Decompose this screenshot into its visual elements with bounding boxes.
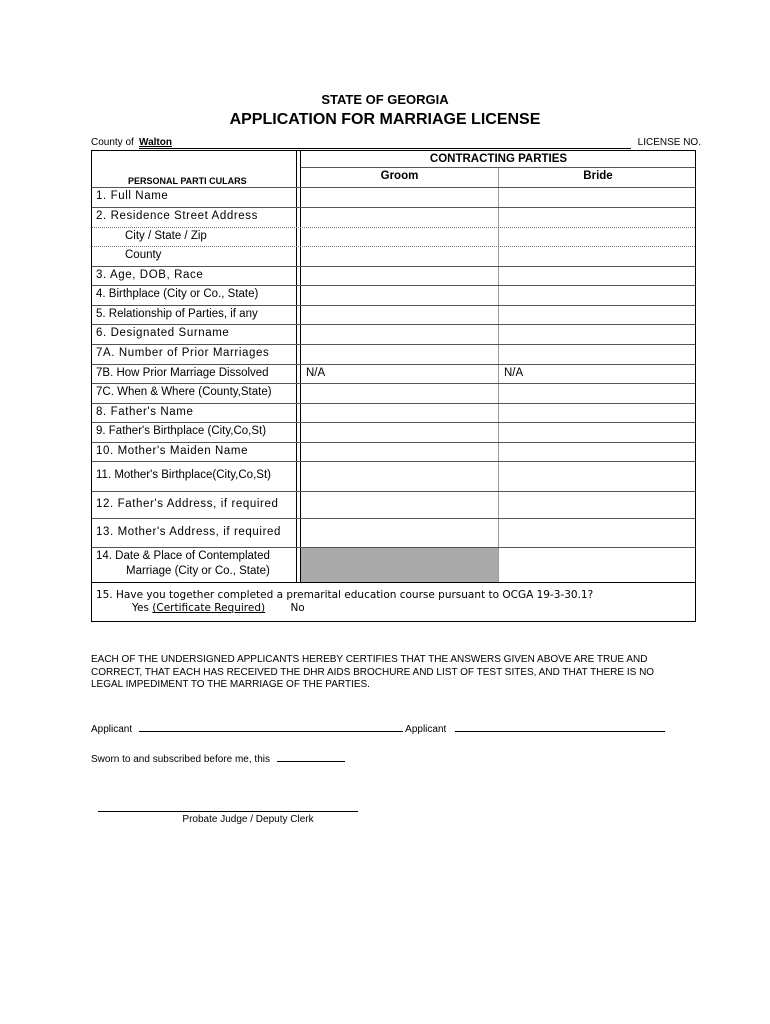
county-line <box>139 148 631 149</box>
row-label: 9. Father's Birthplace (City,Co,St) <box>96 425 267 437</box>
row-divider <box>92 266 695 267</box>
bride-cell[interactable] <box>504 347 689 361</box>
row-divider-q15 <box>92 582 695 583</box>
row-label: 5. Relationship of Parties, if any <box>96 308 258 320</box>
bride-cell[interactable] <box>504 210 689 224</box>
bride-cell[interactable] <box>504 230 689 244</box>
form-title: APPLICATION FOR MARRIAGE LICENSE <box>229 111 541 128</box>
row-divider <box>92 547 695 548</box>
groom-cell[interactable] <box>306 406 491 420</box>
row-divider <box>92 285 695 286</box>
q15-yes-option[interactable]: Yes <box>132 602 149 614</box>
bride-cell[interactable] <box>504 469 689 483</box>
row-label: 7C. When & Where (County,State) <box>96 386 272 398</box>
bride-cell[interactable] <box>504 445 689 459</box>
groom-cell[interactable] <box>306 425 491 439</box>
applicant2-signature-line[interactable] <box>455 731 665 732</box>
bride-header: Bride <box>583 170 613 182</box>
row-divider <box>92 491 695 492</box>
personal-particulars-header: PERSONAL PARTI CULARS <box>128 176 247 186</box>
groom-cell[interactable] <box>306 498 491 512</box>
q15-certificate-note: (Certificate Required) <box>152 602 266 614</box>
row-divider <box>92 344 695 345</box>
q15-text: 15. Have you together completed a premarital education course pursuant to OCGA 19-3-30.1? <box>96 589 594 601</box>
groom-cell[interactable] <box>306 526 491 540</box>
row-divider <box>92 227 695 228</box>
row-label: 13. Mother's Address, if required <box>96 526 281 538</box>
row-divider <box>92 461 695 462</box>
bride-cell[interactable] <box>504 269 689 283</box>
row-label: 2. Residence Street Address <box>96 210 258 222</box>
groom-cell[interactable] <box>306 308 491 322</box>
row-label: 3. Age, DOB, Race <box>96 269 204 281</box>
groom-cell[interactable] <box>306 269 491 283</box>
groom-cell[interactable]: N/A <box>306 367 326 379</box>
applicant2-label: Applicant <box>405 724 447 735</box>
row-label: County <box>125 249 162 261</box>
row-divider <box>92 383 695 384</box>
row-divider <box>92 246 695 247</box>
bride-cell[interactable] <box>504 308 689 322</box>
state-heading: STATE OF GEORGIA <box>321 92 449 107</box>
column-divider-groom-bride <box>498 167 499 582</box>
row-label: 7A. Number of Prior Marriages <box>96 347 270 359</box>
groom-header: Groom <box>380 170 419 182</box>
certification-text: EACH OF THE UNDERSIGNED APPLICANTS HEREBY CERTIFIES THAT THE ANSWERS GIVEN ABOVE ARE TRUE AND CORRECT, THAT EACH HAS RECEIVED THE DHR AIDS BROCHURE AND LIST OF TEST SITES, AND THAT THERE IS NO LEGAL IMPEDIMENT TO THE MARRIAGE OF THE PARTIES. <box>91 654 655 690</box>
row-divider <box>92 518 695 519</box>
county-value[interactable]: Walton <box>139 137 172 148</box>
groom-cell[interactable] <box>306 249 491 263</box>
groom-cell[interactable] <box>306 288 491 302</box>
row-divider <box>92 403 695 404</box>
row-label: 7B. How Prior Marriage Dissolved <box>96 367 269 379</box>
sworn-statement <box>91 754 345 765</box>
row-label: 1. Full Name <box>96 190 169 202</box>
row-divider <box>92 324 695 325</box>
bride-cell[interactable] <box>504 386 689 400</box>
row14-label <box>96 549 270 579</box>
applicant-signature-row <box>91 724 671 735</box>
license-no-label: LICENSE NO. <box>637 137 701 148</box>
groom-cell[interactable] <box>306 386 491 400</box>
groom-cell[interactable] <box>306 230 491 244</box>
applicant1-signature-line[interactable] <box>139 731 403 732</box>
row-divider <box>92 422 695 423</box>
row14-groom-shaded-cell <box>301 548 498 582</box>
groom-cell[interactable] <box>306 445 491 459</box>
bride-cell[interactable] <box>504 190 689 204</box>
bride-cell[interactable] <box>504 425 689 439</box>
row-label: 4. Birthplace (City or Co., State) <box>96 288 259 300</box>
judge-label: Probate Judge / Deputy Clerk <box>182 814 314 825</box>
bride-cell[interactable] <box>504 249 689 263</box>
bride-cell[interactable] <box>504 406 689 420</box>
question-15 <box>96 589 593 615</box>
sworn-date-line[interactable] <box>277 761 345 762</box>
contracting-parties-header: CONTRACTING PARTIES <box>429 153 568 165</box>
groom-cell[interactable] <box>306 327 491 341</box>
sworn-label: Sworn to and subscribed before me, this <box>91 754 270 765</box>
row14-label-line1: 14. Date & Place of Contemplated <box>96 550 270 562</box>
bride-cell[interactable]: N/A <box>504 367 524 379</box>
row-divider <box>92 187 695 188</box>
row-label: 12. Father's Address, if required <box>96 498 279 510</box>
applicant1-label: Applicant <box>91 724 133 735</box>
row-label: 10. Mother's Maiden Name <box>96 445 249 457</box>
groom-cell[interactable] <box>306 347 491 361</box>
header-rule <box>301 167 695 168</box>
row-divider <box>92 305 695 306</box>
row-label: City / State / Zip <box>125 230 207 242</box>
bride-cell[interactable] <box>504 498 689 512</box>
row-divider <box>92 364 695 365</box>
judge-signature-line[interactable] <box>98 811 358 812</box>
bride-cell[interactable] <box>504 526 689 540</box>
row-label: 6. Designated Surname <box>96 327 230 339</box>
bride-cell[interactable] <box>504 288 689 302</box>
row-label: 8. Father's Name <box>96 406 194 418</box>
groom-cell[interactable] <box>306 210 491 224</box>
row14-label-line2: Marriage (City or Co., State) <box>126 565 270 577</box>
particulars-table <box>91 150 696 622</box>
county-label: County of <box>91 137 134 148</box>
q15-no-option[interactable]: No <box>290 602 305 614</box>
bride-cell[interactable] <box>504 327 689 341</box>
row-divider <box>92 207 695 208</box>
groom-cell[interactable] <box>306 469 491 483</box>
groom-cell[interactable] <box>306 190 491 204</box>
row-divider <box>92 442 695 443</box>
county-license-row <box>91 137 701 151</box>
row-label: 11. Mother's Birthplace(City,Co,St) <box>96 469 271 481</box>
